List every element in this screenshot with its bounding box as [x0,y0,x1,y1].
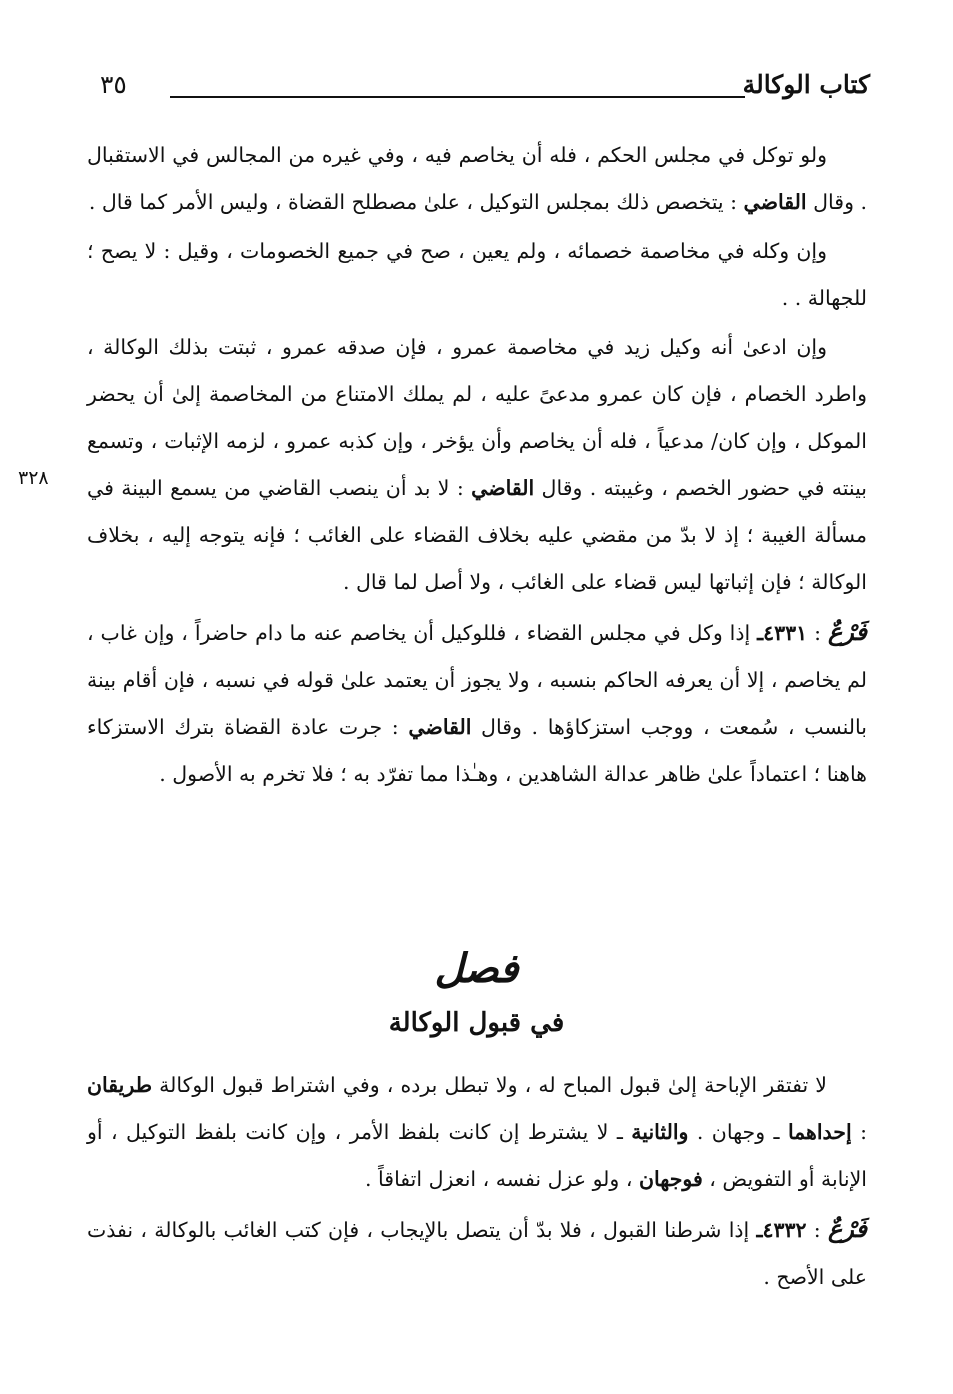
section-subheading: في قبول الوكالة [388,1008,565,1038]
text-run: إذا وكل في مجلس القضاء ، فللوكيل أن يخاصم عنه ما دام حاضراً ، وإن غاب ، لم يخاصم ، إلا أن يعرفه الحاكم بنسبه ، ولا يجوز أن يعتمد علىٰ قوله في نسبه ، فإن أقام بينة بالنسب ، سُمعت ، ووجب استزكاؤها . وقال [87,621,867,739]
text-run: : [807,621,828,645]
bold-term: القاضي [743,190,807,214]
text-run: وإن ادعىٰ أنه وكيل زيد في مخاصمة عمرو ، فإن صدقه عمرو ، ثبتت بذلك الوكالة ، واطرد الخصام ، فإن كان عمرو مدعىً عليه ، لم يملك الامتناع من المخاصمة إلىٰ أن يحضر الموكل ، وإن كان/ مدعياً ، فله أن يخاصم وأن يؤخر ، وإن كذبه عمرو ، لزمه الإثبات ، وتسمع بينته في حضور الخصم ، وغيبته . وقال [87,335,867,500]
text-run: : [806,1218,828,1242]
text-run: ، ولو عزل نفسه ، انعزل اتفاقاً . [364,1167,639,1191]
far-marker: فَرْعٌ [827,617,867,646]
bold-term: ٤٣٣١ـ [757,621,808,645]
text-run: : يتخصص ذلك بمجلس التوكيل ، علىٰ مصطلح القضاة ، وليس الأمر كما قال . [88,190,744,214]
bold-term: إحداهما [787,1120,852,1144]
bold-term: والثانية [631,1120,689,1144]
text-run: ـ وجهان . [688,1120,788,1144]
body-text-bottom [87,1062,867,1303]
paragraph [87,228,867,322]
running-title: كتاب الوكالة [742,70,870,99]
bold-term: القاضي [408,715,472,739]
header-rule [170,96,745,98]
text-run: لا تفتقر الإباحة إلىٰ قبول المباح له ، ولا تبطل برده ، وفي اشتراط قبول الوكالة [152,1073,827,1097]
text-run: ـ لا يشترط إن كانت بلفظ الأمر ، وإن كانت بلفظ التوكيل ، أو الإنابة أو التفويض ، [87,1120,867,1191]
text-run: : لا بد أن ينصب القاضي من يسمع البينة في مسألة الغيبة ؛ إذ لا بدّ من مقضي عليه بخلاف القضاء على الغائب ؛ فإنه يتوجه إليه ، بخلاف الوكالة ؛ فإن إثباتها ليس قضاء على الغائب ، ولا أصل لما قال . [87,476,867,594]
text-run: إذا شرطنا القبول ، فلا بدّ أن يتصل بالإيجاب ، فإن كتب الغائب بالوكالة ، نفذت على الأصح . [87,1218,867,1289]
text-run: وإن وكله في مخاصمة خصمائه ، ولم يعين ، صح في جميع الخصومات ، وقيل : لا يصح ؛ للجهالة . . [87,239,867,310]
bold-term: فوجهان [638,1167,703,1191]
bold-term: طريقان [87,1073,153,1097]
paragraph [87,1062,867,1203]
manuscript-page-note: ٣٢٨ [18,467,49,489]
section-heading: فصل [434,945,519,992]
body-text-top [87,132,867,800]
far-marker: فَرْعٌ [827,1214,867,1243]
page-number: ٣٥ [100,70,127,99]
bold-term: ٤٣٣٢ـ [756,1218,807,1242]
text-run: : جرت عادة القضاة بترك الاستزكاء هاهنا ؛ اعتماداً علىٰ ظاهر عدالة الشاهدين ، وهـٰذا مما تفرّد به ؛ فلا تخرم به الأصول . [87,715,867,786]
text-run: : [851,1120,867,1144]
page-header [100,70,870,110]
paragraph [87,132,867,226]
paragraph [87,1205,867,1301]
paragraph [87,608,867,798]
text-run: ولو توكل في مجلس الحكم ، فله أن يخاصم فيه ، وفي غيره من المجالس في الاستقبال . وقال [87,143,867,214]
paragraph [87,324,867,606]
bold-term: القاضي [471,476,535,500]
